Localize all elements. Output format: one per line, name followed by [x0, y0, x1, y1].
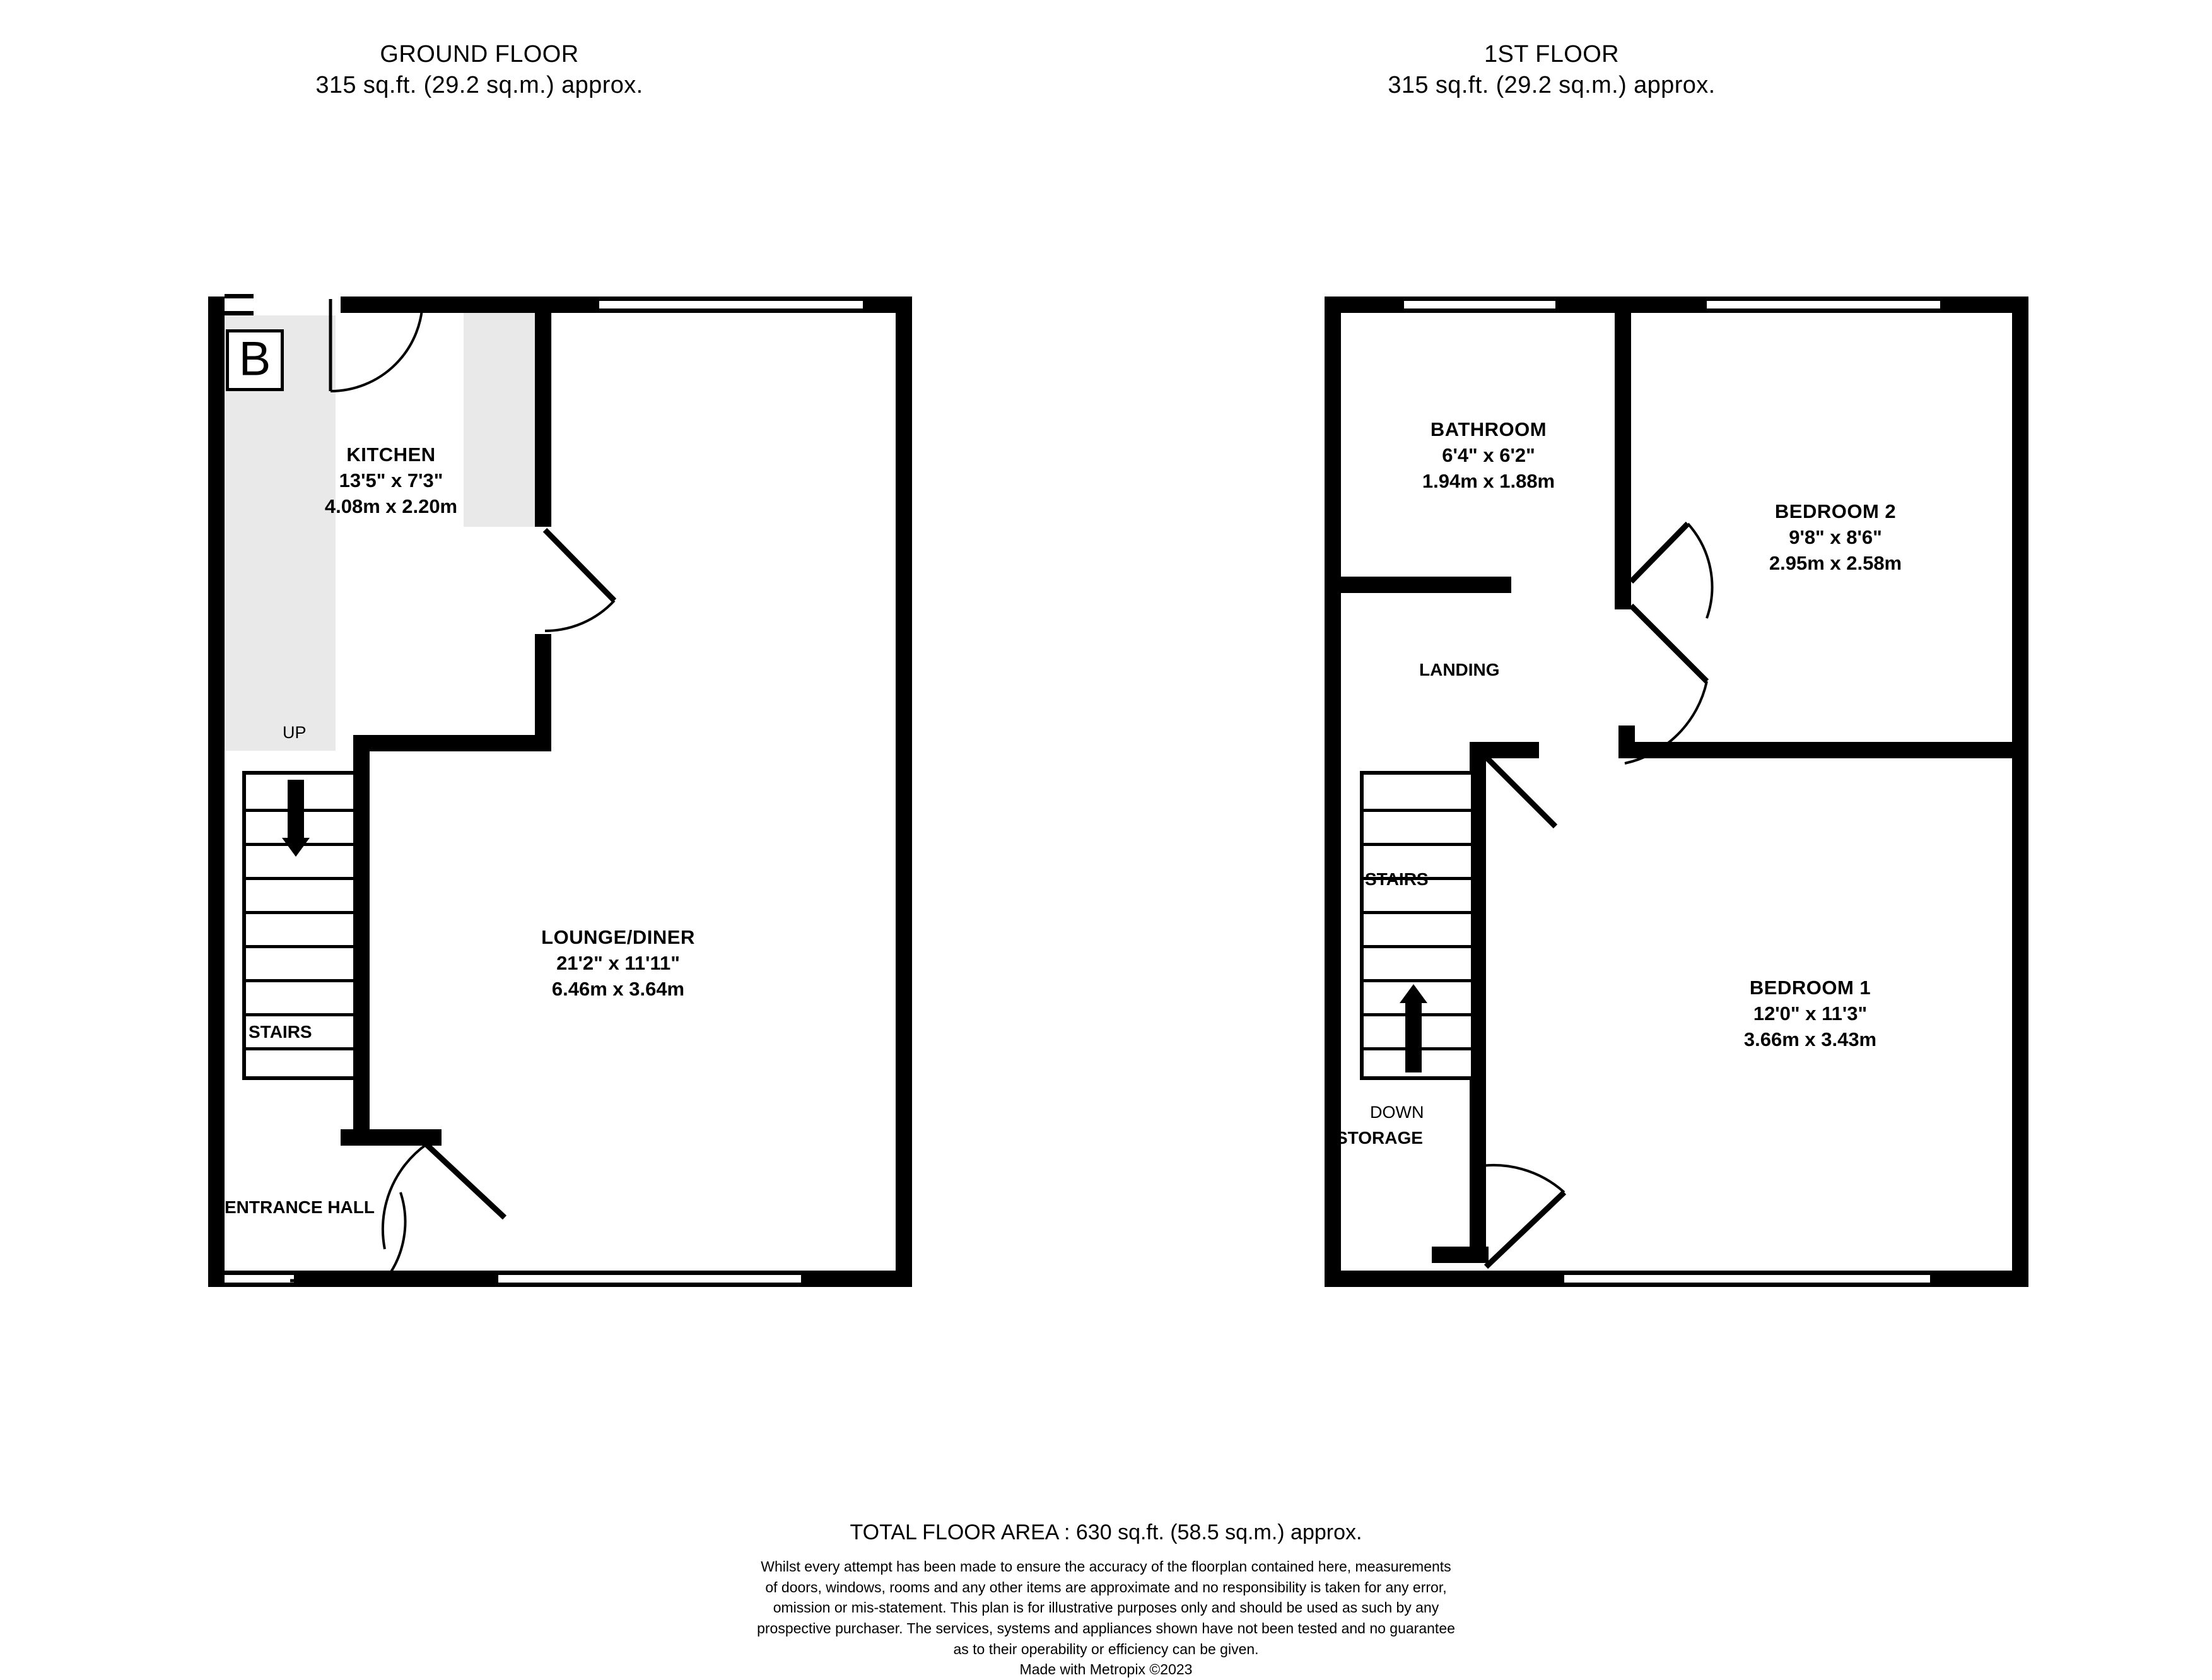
ff-bathroom-wall-horizontal	[1341, 577, 1511, 593]
first-floor-area: 315 sq.ft. (29.2 sq.m.) approx.	[1388, 71, 1716, 98]
gf-stairs-arrow-head	[282, 838, 310, 857]
gf-wall-right	[896, 297, 912, 1287]
kitchen-label	[240, 442, 542, 520]
gf-wall-left	[208, 297, 225, 1287]
kitchen-dim-metric: 4.08m x 2.20m	[324, 495, 458, 518]
bedroom2-label	[1653, 498, 2018, 577]
bedroom1-name: BEDROOM 1	[1749, 977, 1871, 999]
ff-stairs-label: STAIRS	[1365, 869, 1429, 889]
ff-wall-right	[2012, 297, 2028, 1287]
bathroom-dim-metric: 1.94m x 1.88m	[1422, 470, 1555, 493]
ff-landing-wall-bottom	[1432, 1247, 1489, 1263]
gf-top-door-opening	[246, 294, 341, 315]
bedroom1-dim-imperial: 12'0" x 11'3"	[1753, 1002, 1868, 1025]
gf-window-top-right	[599, 297, 863, 313]
disclaimer-line-5: as to their operability or efficiency can be given.	[953, 1640, 1259, 1657]
bedroom2-dim-metric: 2.95m x 2.58m	[1769, 552, 1902, 575]
ff-stairs-arrow-head	[1400, 984, 1427, 1003]
ff-wall-bottom-seg-b	[1930, 1271, 2028, 1287]
bedroom1-label	[1627, 975, 1993, 1053]
floorplan-badge	[226, 329, 284, 391]
gf-front-door-swing	[328, 297, 454, 397]
ff-wall-top-seg-b	[1940, 297, 2028, 313]
lounge-diner-dim-metric: 6.46m x 3.64m	[551, 978, 685, 1001]
ff-bathroom-door-jamb	[1615, 577, 1631, 609]
kitchen-dim-imperial: 13'5" x 7'3"	[339, 469, 443, 492]
total-floor-area: TOTAL FLOOR AREA : 630 sq.ft. (58.5 sq.m.) approx.	[850, 1520, 1362, 1544]
ff-landing-wall-stub-top	[1470, 742, 1539, 758]
gf-wall-top-seg-a	[435, 297, 599, 313]
lounge-diner-name: LOUNGE/DINER	[541, 926, 695, 948]
disclaimer-line-3: omission or mis-statement. This plan is for illustrative purposes only and should be used as such by any	[773, 1599, 1439, 1616]
first-floor-title: 1ST FLOOR	[1483, 41, 1620, 68]
ff-bedroom1-door-swing	[1486, 757, 1637, 908]
first-floor-heading	[1299, 39, 1804, 100]
ff-window-top-left	[1404, 297, 1555, 313]
gf-stairs-label: STAIRS	[249, 1022, 312, 1042]
bathroom-dim-imperial: 6'4" x 6'2"	[1442, 444, 1535, 467]
landing-label: LANDING	[1419, 660, 1500, 679]
lounge-diner-dim-imperial: 21'2" x 11'11"	[556, 952, 680, 975]
ff-down-marker: DOWN	[1370, 1103, 1424, 1122]
ff-window-top-right	[1707, 297, 1940, 313]
disclaimer-line-4: prospective purchaser. The services, systems and appliances shown have not been tested and no guarantee	[757, 1619, 1455, 1636]
ff-bedroom2-door-swing	[1631, 606, 1782, 770]
gf-kitchen-door-swing	[545, 530, 671, 669]
bathroom-label	[1343, 416, 1634, 495]
ff-wall-top-seg-a	[1555, 297, 1707, 313]
made-with-credit: Made with Metropix ©2023	[1019, 1661, 1193, 1678]
gf-wall-top-seg-b	[863, 297, 912, 313]
ground-floor-heading	[227, 39, 732, 100]
bathroom-name: BATHROOM	[1430, 418, 1547, 440]
gf-stairs-arrow-stem	[288, 780, 304, 843]
gf-entrance-hall-door-swing	[416, 1142, 568, 1287]
gf-hall-wall-stub	[208, 902, 225, 940]
gf-window-top-left	[225, 294, 254, 315]
bedroom2-dim-imperial: 9'8" x 8'6"	[1789, 526, 1882, 549]
bedroom2-name: BEDROOM 2	[1774, 500, 1897, 522]
gf-kitchen-wall-horizontal	[353, 735, 551, 751]
disclaimer-line-2: of doors, windows, rooms and any other items are approximate and no responsibility is taken for any error,	[765, 1578, 1447, 1595]
bedroom1-dim-metric: 3.66m x 3.43m	[1743, 1028, 1877, 1051]
ff-storage-door-swing	[1486, 1161, 1650, 1300]
ff-stairs-arrow-stem	[1405, 1003, 1422, 1072]
ground-floor-title: GROUND FLOOR	[380, 41, 579, 68]
disclaimer-line-1: Whilst every attempt has been made to ensure the accuracy of the floorplan contained here, measurements	[761, 1558, 1451, 1575]
floorplan-footer	[0, 1520, 2212, 1680]
storage-label: STORAGE	[1336, 1128, 1423, 1148]
ground-floor-area: 315 sq.ft. (29.2 sq.m.) approx.	[315, 71, 643, 98]
kitchen-name: KITCHEN	[346, 443, 436, 466]
gf-up-marker: UP	[283, 723, 307, 742]
gf-wall-bottom-seg-b	[801, 1271, 912, 1287]
lounge-diner-label	[442, 924, 795, 1002]
floorplan-badge-letter: B	[238, 332, 271, 386]
entrance-hall-label: ENTRANCE HALL	[225, 1197, 375, 1217]
